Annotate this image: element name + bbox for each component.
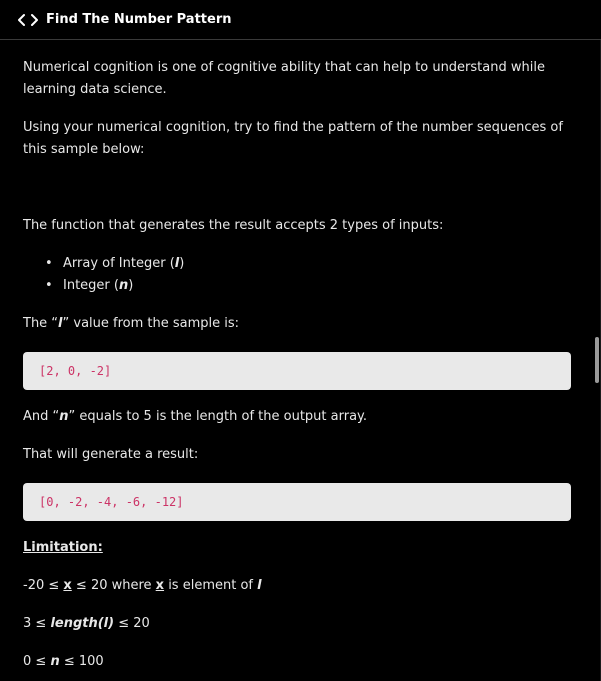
list-item: • Integer (n) <box>45 275 184 297</box>
function-paragraph: The function that generates the result accepts 2 types of inputs: <box>23 218 444 233</box>
limitation-length: 3 ≤ length(l) ≤ 20 <box>23 616 150 631</box>
list-item: • Array of Integer (l) <box>45 253 184 275</box>
code-icon <box>18 13 38 27</box>
result-paragraph: That will generate a result: <box>23 447 199 462</box>
sample-l-paragraph: The “l” value from the sample is: <box>23 316 240 331</box>
limitation-n: 0 ≤ n ≤ 100 <box>23 654 104 669</box>
scrollbar-thumb[interactable] <box>595 337 599 383</box>
page-header <box>0 0 601 40</box>
input-types-list <box>23 253 184 297</box>
limitation-heading: Limitation: <box>23 540 103 555</box>
task-paragraph: Using your numerical cognition, try to find the pattern of the number sequences of this sample below: <box>23 120 563 157</box>
limitation-x: -20 ≤ x ≤ 20 where x is element of l <box>23 578 262 593</box>
sample-n-paragraph: And “n” equals to 5 is the length of the output array. <box>23 409 368 424</box>
page-title: Find The Number Pattern <box>46 12 232 27</box>
sample-l-code-block: [2, 0, -2] <box>23 352 571 390</box>
result-code-block: [0, -2, -4, -6, -12] <box>23 483 571 521</box>
intro-paragraph: Numerical cognition is one of cognitive ability that can help to understand while learning data science. <box>23 60 545 97</box>
